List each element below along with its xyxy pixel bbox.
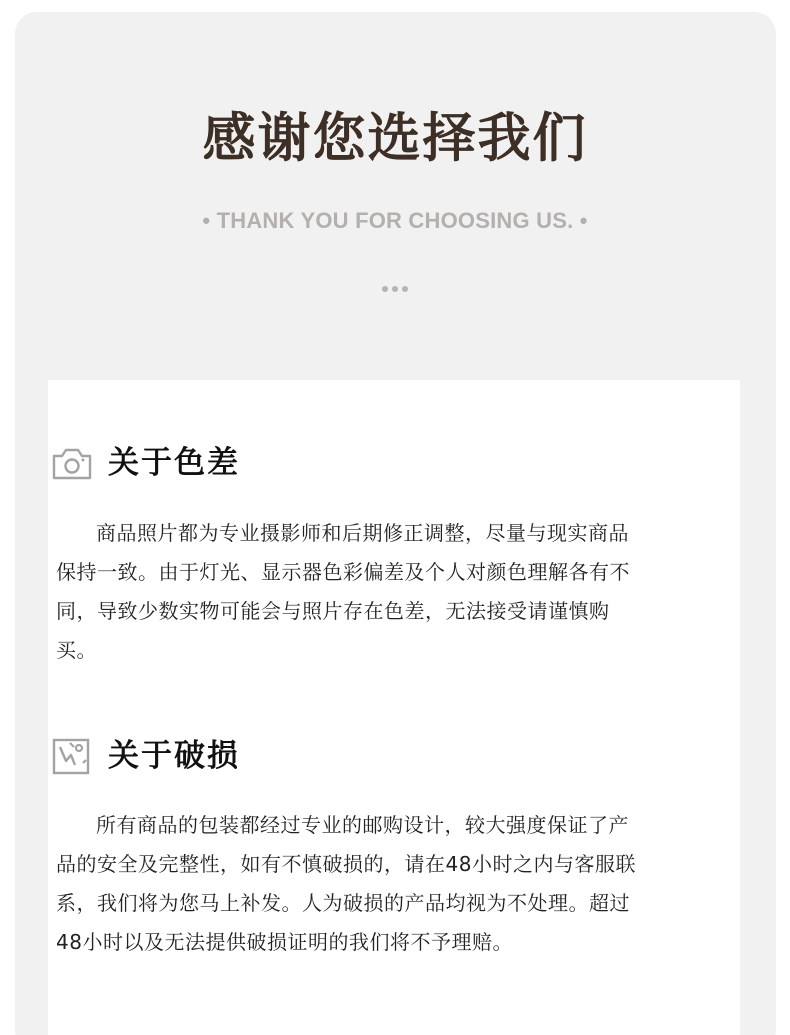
- color-difference-text: 商品照片都为专业摄影师和后期修正调整，尽量与现实商品保持一致。由于灯光、显示器色彩偏差及个人对颜色理解各有不同，导致少数实物可能会与照片存在色差，无法接受请谨慎购买。: [56, 521, 630, 662]
- color-difference-heading: [50, 443, 240, 483]
- page-title: 感谢您选择我们: [202, 108, 588, 169]
- divider-dot: [382, 286, 388, 292]
- divider-dot: [402, 286, 408, 292]
- section-title: 关于色差: [108, 445, 240, 481]
- ellipsis-divider: [0, 286, 790, 292]
- section-title: 关于破损: [108, 738, 240, 774]
- camera-icon: [50, 444, 94, 482]
- damage-text: 所有商品的包装都经过专业的邮购设计，较大强度保证了产品的安全及完整性，如有不慎破损的，请在48小时之内与客服联系，我们将为您马上补发。人为破损的产品均视为不处理。超过48小时以及无法提供破损证明的我们将不予理赔。: [56, 813, 636, 954]
- broken-package-icon: [50, 737, 94, 775]
- divider-dot: [392, 286, 398, 292]
- damage-heading: [50, 736, 240, 776]
- page-subtitle: • THANK YOU FOR CHOOSING US. •: [202, 208, 588, 233]
